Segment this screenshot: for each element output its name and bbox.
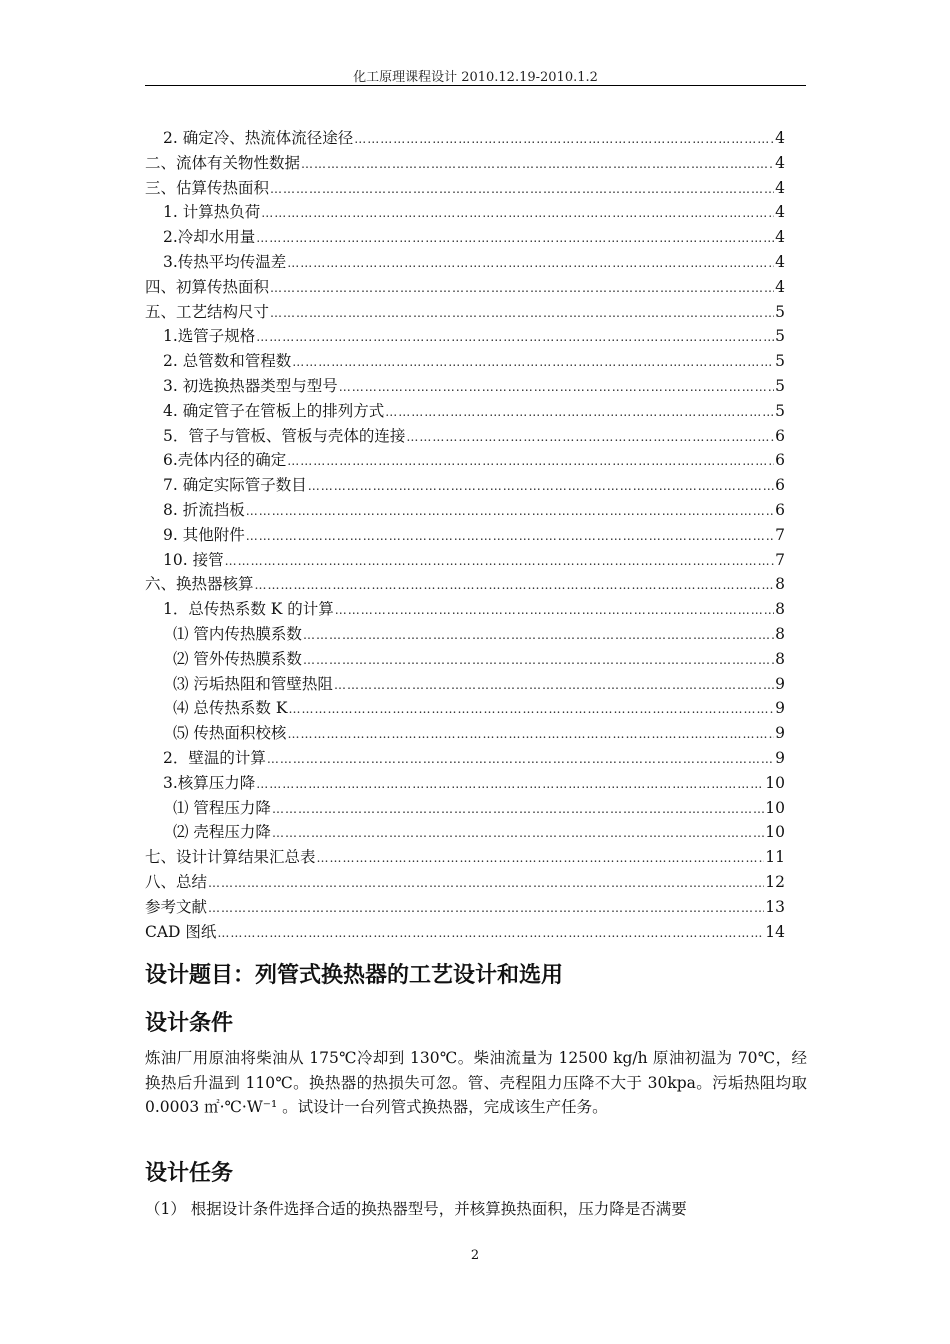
toc-entry — [145, 498, 785, 523]
toc-entry-label: ⑷ 总传热系数 K — [173, 699, 288, 718]
toc-leader-dots — [303, 653, 774, 667]
toc-entry — [145, 597, 785, 622]
toc-entry-page: 4 — [775, 203, 785, 222]
toc-entry-page: 13 — [765, 897, 785, 916]
toc-leader-dots — [270, 182, 774, 196]
toc-entry — [145, 176, 785, 201]
toc-entry — [145, 622, 785, 647]
toc-entry-page: 6 — [775, 500, 785, 519]
toc-entry-label: 七、设计计算结果汇总表 — [145, 848, 316, 867]
toc-leader-dots — [288, 702, 774, 716]
toc-entry-page: 9 — [775, 748, 785, 767]
toc-entry-label: 三、估算传热面积 — [145, 178, 270, 197]
conditions-heading: 设计条件 — [145, 1011, 234, 1036]
toc-leader-dots — [287, 727, 774, 741]
task-item-1: （1） 根据设计条件选择合适的换热器型号，并核算换热面积，压力降是否满要 — [145, 1200, 687, 1218]
toc-entry-label: 4. 确定管子在管板上的排列方式 — [163, 401, 385, 420]
toc-entry-page: 10 — [765, 773, 785, 792]
page-header: 化工原理课程设计 2010.12.19-2010.1.2 — [353, 70, 598, 85]
toc-entry — [145, 746, 785, 771]
toc-entry-page: 12 — [765, 872, 785, 891]
toc-entry — [145, 523, 785, 548]
toc-entry — [145, 920, 785, 945]
toc-entry-page: 9 — [775, 724, 785, 743]
toc-entry-label: 2．壁温的计算 — [163, 748, 266, 767]
toc-entry — [145, 845, 785, 870]
toc-entry — [145, 672, 785, 697]
toc-entry — [145, 473, 785, 498]
toc-entry-page: 5 — [775, 376, 785, 395]
toc-entry — [145, 647, 785, 672]
toc-leader-dots — [208, 876, 764, 890]
toc-entry-label: 八、总结 — [145, 872, 208, 891]
toc-entry — [145, 696, 785, 721]
toc-entry-label: 6.壳体内径的确定 — [163, 451, 287, 470]
header-rule — [145, 85, 806, 86]
toc-entry-label: 5．管子与管板、管板与壳体的连接 — [163, 426, 406, 445]
toc-entry-label: 1.选管子规格 — [163, 327, 256, 346]
toc-entry-page: 11 — [765, 848, 785, 867]
toc-entry-page: 6 — [775, 426, 785, 445]
toc-leader-dots — [256, 231, 774, 245]
toc-entry — [145, 126, 785, 151]
design-title: 设计题目：列管式换热器的工艺设计和选用 — [145, 963, 564, 988]
toc-entry — [145, 820, 785, 845]
toc-leader-dots — [272, 802, 764, 816]
toc-entry-label: 2.冷却水用量 — [163, 228, 256, 247]
toc-leader-dots — [208, 901, 764, 915]
toc-entry-label: 四、初算传热面积 — [145, 277, 270, 296]
toc-entry-label: 3.核算压力降 — [163, 773, 256, 792]
toc-leader-dots — [317, 851, 765, 865]
tasks-heading: 设计任务 — [145, 1161, 234, 1186]
toc-entry — [145, 895, 785, 920]
toc-entry — [145, 200, 785, 225]
toc-entry-page: 14 — [765, 922, 785, 941]
toc-entry — [145, 548, 785, 573]
toc-leader-dots — [255, 578, 775, 592]
toc-entry-page: 4 — [775, 277, 785, 296]
toc-entry-page: 4 — [775, 153, 785, 172]
toc-entry-label: ⑶ 污垢热阻和管壁热阻 — [173, 674, 333, 693]
toc-entry-page: 8 — [775, 649, 785, 668]
toc-entry-label: 六、换热器核算 — [145, 575, 254, 594]
toc-entry-page: 5 — [775, 327, 785, 346]
toc-entry — [145, 572, 785, 597]
toc-leader-dots — [270, 281, 774, 295]
toc-entry-page: 6 — [775, 451, 785, 470]
toc-leader-dots — [267, 752, 774, 766]
toc-entry-page: 9 — [775, 699, 785, 718]
toc-leader-dots — [385, 405, 774, 419]
toc-entry-label: 参考文献 — [145, 897, 208, 916]
toc-entry-page: 7 — [775, 525, 785, 544]
toc-entry — [145, 771, 785, 796]
toc-entry-page: 8 — [775, 600, 785, 619]
toc-entry-label: 二、流体有关物性数据 — [145, 153, 301, 172]
toc-leader-dots — [272, 826, 764, 840]
toc-leader-dots — [303, 628, 774, 642]
toc-entry-label: ⑸ 传热面积校核 — [173, 724, 287, 743]
toc-entry-page: 8 — [775, 624, 785, 643]
toc-entry-label: 3. 初选换热器类型与型号 — [163, 376, 338, 395]
toc-leader-dots — [246, 504, 774, 518]
toc-leader-dots — [308, 479, 774, 493]
toc-entry — [145, 374, 785, 399]
toc-entry — [145, 275, 785, 300]
toc-leader-dots — [292, 355, 774, 369]
toc-entry — [145, 424, 785, 449]
toc-entry-page: 6 — [775, 476, 785, 495]
table-of-contents — [145, 126, 785, 944]
toc-entry — [145, 870, 785, 895]
toc-entry — [145, 250, 785, 275]
toc-entry-label: ⑴ 管内传热膜系数 — [173, 624, 302, 643]
toc-entry — [145, 225, 785, 250]
toc-leader-dots — [256, 777, 764, 791]
toc-leader-dots — [217, 926, 764, 940]
toc-leader-dots — [339, 380, 774, 394]
toc-entry — [145, 151, 785, 176]
toc-entry-page: 9 — [775, 674, 785, 693]
toc-entry-page: 5 — [775, 352, 785, 371]
toc-entry-label: 2. 确定冷、热流体流径途径 — [163, 129, 354, 147]
toc-entry-label: 9. 其他附件 — [163, 525, 245, 544]
toc-leader-dots — [335, 603, 774, 617]
toc-entry-page: 10 — [765, 823, 785, 842]
toc-leader-dots — [301, 157, 774, 171]
toc-entry-label: ⑵ 管外传热膜系数 — [173, 649, 302, 668]
toc-entry-label: 3.传热平均传温差 — [163, 252, 287, 271]
toc-entry-page: 7 — [775, 550, 785, 569]
toc-entry-label: 1．总传热系数 K 的计算 — [163, 600, 334, 619]
toc-entry-page: 8 — [775, 575, 785, 594]
toc-entry — [145, 300, 785, 325]
toc-leader-dots — [256, 330, 774, 344]
toc-entry-label: 2. 总管数和管程数 — [163, 352, 292, 371]
toc-entry-label: 7. 确定实际管子数目 — [163, 476, 307, 495]
conditions-text: 炼油厂用原油将柴油从 175℃冷却到 130℃。柴油流量为 12500 kg/h 原油初温为 70℃，经换热后升温到 110℃。换热器的热损失可忽。管、壳程阻力压降不大于 30kpa。污垢热阻均取 0.0003 ㎡·℃·W⁻¹ 。试设计一台列管式换热器，完成该生产任务。 — [145, 1049, 807, 1116]
toc-leader-dots — [287, 454, 774, 468]
toc-entry — [145, 324, 785, 349]
toc-entry-page: 5 — [775, 302, 785, 321]
toc-entry — [145, 796, 785, 821]
toc-entry — [145, 399, 785, 424]
toc-entry — [145, 448, 785, 473]
toc-leader-dots — [225, 554, 775, 568]
toc-leader-dots — [287, 256, 774, 270]
toc-leader-dots — [354, 132, 774, 146]
toc-entry-label: 1. 计算热负荷 — [163, 203, 261, 222]
toc-entry-label: 10. 接管 — [163, 550, 224, 569]
toc-leader-dots — [246, 529, 774, 543]
toc-entry-label: CAD 图纸 — [145, 922, 217, 941]
toc-entry-page: 5 — [775, 401, 785, 420]
toc-entry-label: 五、工艺结构尺寸 — [145, 302, 270, 321]
toc-leader-dots — [334, 678, 774, 692]
toc-leader-dots — [406, 430, 774, 444]
toc-entry-page: 4 — [775, 228, 785, 247]
toc-entry-page: 4 — [775, 252, 785, 271]
toc-entry-page: 10 — [765, 798, 785, 817]
toc-entry-label: ⑵ 壳程压力降 — [173, 823, 271, 842]
toc-entry-label: 8. 折流挡板 — [163, 500, 245, 519]
toc-entry-label: ⑴ 管程压力降 — [173, 798, 271, 817]
toc-entry — [145, 349, 785, 374]
toc-leader-dots — [270, 306, 774, 320]
toc-entry-page: 4 — [775, 178, 785, 197]
toc-entry — [145, 721, 785, 746]
toc-entry-page: 4 — [775, 129, 785, 147]
page-number: 2 — [470, 1248, 480, 1263]
toc-leader-dots — [261, 206, 774, 220]
